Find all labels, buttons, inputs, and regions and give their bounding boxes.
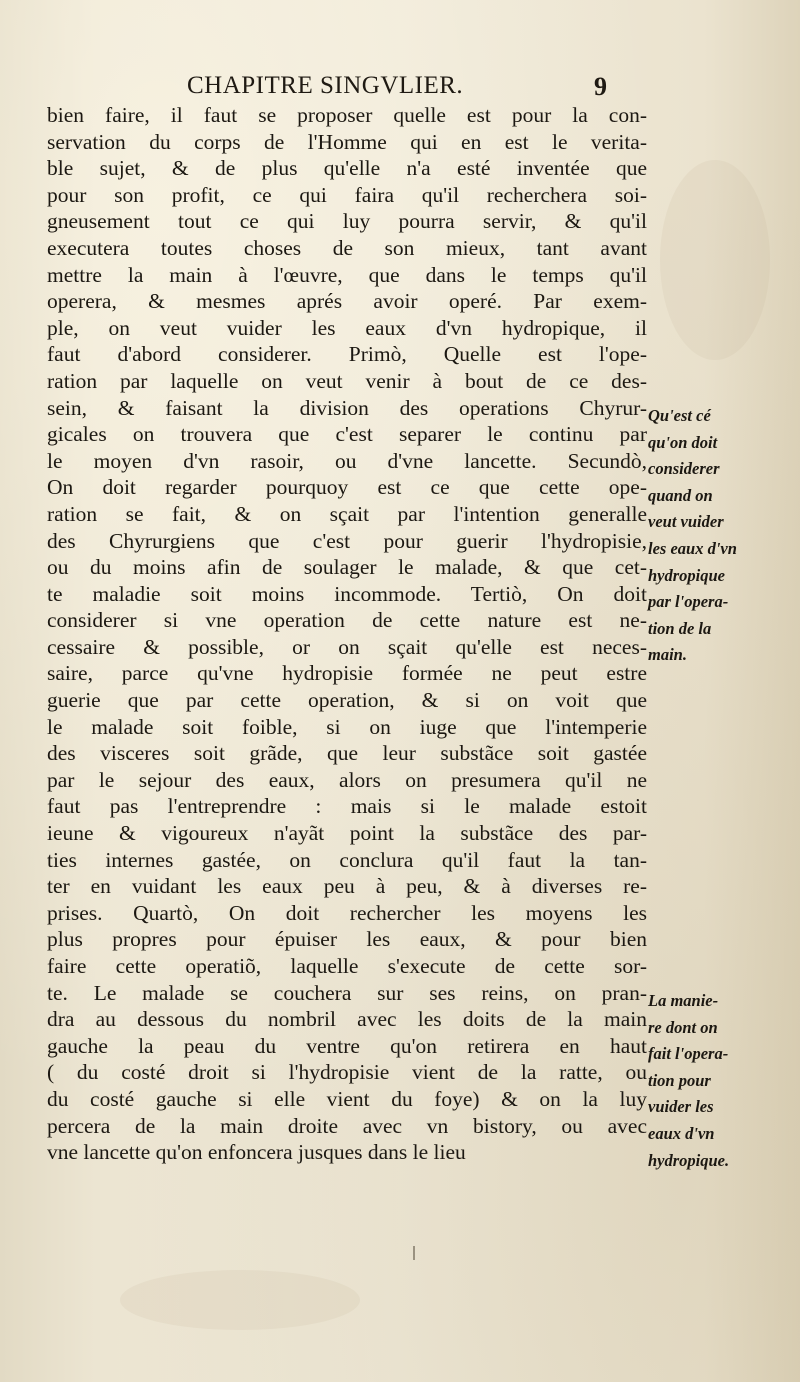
text-line: cessaire & possible, or on sçait qu'elle est neces-: [47, 634, 647, 659]
text-line: des visceres soit grãde, que leur substãce soit gastée: [47, 741, 647, 766]
text-line: dra au dessous du nombril avec les doits de la main: [47, 1007, 647, 1032]
text-line: faire cette operatiõ, laquelle s'execute de cette sor-: [47, 954, 647, 978]
text-line: par le sejour des eaux, alors on presumera qu'il ne: [47, 767, 647, 792]
text-line: ties internes gastée, on conclura qu'il faut la tan-: [47, 847, 647, 872]
paper-stain: [660, 160, 770, 360]
text-line: considerer si vne operation de cette nature est ne-: [47, 608, 647, 633]
text-line: le malade soit foible, si on iuge que l'intemperie: [47, 714, 647, 739]
paper-stain: [120, 1270, 360, 1330]
text-line: pour son profit, ce qui faira qu'il recherchera soi-: [47, 182, 647, 207]
margin-note-line: hydropique.: [648, 1150, 730, 1170]
text-line: saire, parce qu'vne hydropisie formée ne peut estre: [47, 661, 647, 686]
margin-note-line: les eaux d'vn: [648, 538, 737, 558]
text-line: plus propres pour épuiser les eaux, & pour bien: [47, 927, 647, 952]
margin-note-line: veut vuider: [648, 512, 724, 532]
page-header: [0, 72, 800, 102]
text-line: des Chyrurgiens que c'est pour guerir l'hydropisie,: [47, 528, 647, 553]
margin-note-line: tion de la: [648, 618, 712, 638]
text-line: ble sujet, & de plus qu'elle n'a esté inventée que: [47, 156, 647, 181]
margin-note-line: eaux d'vn: [648, 1123, 715, 1143]
text-line: vne lancette qu'on enfoncera jusques dans le lieu: [47, 1140, 466, 1165]
text-line: le moyen d'vn rasoir, ou d'vne lancette. Secundò,: [47, 448, 647, 473]
text-line: te. Le malade se couchera sur ses reins, on pran-: [47, 980, 647, 1005]
margin-note-line: qu'on doit: [648, 432, 718, 452]
margin-note-drain-considerations: [648, 403, 798, 669]
margin-note-line: quand on: [648, 485, 713, 505]
text-line: ration se fait, & on sçait par l'intention generalle: [47, 501, 647, 526]
margin-note-line: fait l'opera-: [648, 1044, 729, 1064]
margin-note-line: main.: [648, 645, 687, 665]
margin-note-line: vuider les: [648, 1097, 714, 1117]
running-head: CHAPITRE SINGVLIER.: [187, 72, 464, 99]
margin-note-line: par l'opera-: [648, 592, 729, 612]
text-line: du costé gauche si elle vient du foye) & on la luy: [47, 1086, 647, 1111]
text-line: sein, & faisant la division des operations Chyrur-: [47, 395, 647, 420]
text-line: gauche la peau du ventre qu'on retirera en haut: [47, 1033, 647, 1058]
text-line: guerie que par cette operation, & si on voit que: [47, 688, 647, 713]
text-line: faut pas l'entreprendre : mais si le malade estoit: [47, 794, 647, 819]
text-line: ter en vuidant les eaux peu à peu, & à diverses re-: [47, 874, 647, 899]
text-line: bien faire, il faut se proposer quelle est pour la con-: [47, 103, 647, 127]
margin-note-line: re dont on: [648, 1017, 718, 1037]
margin-note-operation-method: [648, 988, 798, 1174]
text-line: ple, on veut vuider les eaux d'vn hydropique, il: [47, 315, 647, 340]
margin-note-line: Qu'est cé: [648, 406, 711, 425]
text-line: ou du moins afin de soulager le malade, & que cet-: [47, 555, 647, 580]
text-line: ieune & vigoureux n'ayãt point la substãce des par-: [47, 821, 647, 846]
text-line: faut d'abord considerer. Primò, Quelle est l'ope-: [47, 342, 647, 367]
margin-note-line: tion pour: [648, 1070, 711, 1090]
text-line: percera de la main droite avec vn bistory, ou avec: [47, 1113, 647, 1138]
margin-note-line: considerer: [648, 459, 720, 479]
text-line: ( du costé droit si l'hydropisie vient de la ratte, ou: [47, 1060, 647, 1085]
text-line: executera toutes choses de son mieux, tant avant: [47, 235, 647, 260]
text-line: te maladie soit moins incommode. Tertiò, On doit: [47, 581, 647, 606]
text-line: ration par laquelle on veut venir à bout de ce des-: [47, 368, 647, 393]
text-line: On doit regarder pourquoy est ce que cette ope-: [47, 475, 647, 500]
text-line: servation du corps de l'Homme qui en est le verita-: [47, 129, 647, 154]
ink-fleck: [413, 1246, 415, 1260]
text-line: gicales on trouvera que c'est separer le continu par: [47, 422, 647, 447]
page-number: 9: [594, 72, 607, 101]
text-line: mettre la main à l'œuvre, que dans le temps qu'il: [47, 262, 647, 287]
margin-note-line: La manie-: [648, 991, 719, 1010]
text-line: gneusement tout ce qui luy pourra servir, & qu'il: [47, 209, 647, 234]
margin-note-line: hydropique: [648, 565, 726, 585]
main-text-block: [47, 102, 647, 1166]
text-line: operera, & mesmes aprés avoir operé. Par exem-: [47, 289, 647, 314]
text-line: prises. Quartò, On doit rechercher les moyens les: [47, 900, 647, 925]
